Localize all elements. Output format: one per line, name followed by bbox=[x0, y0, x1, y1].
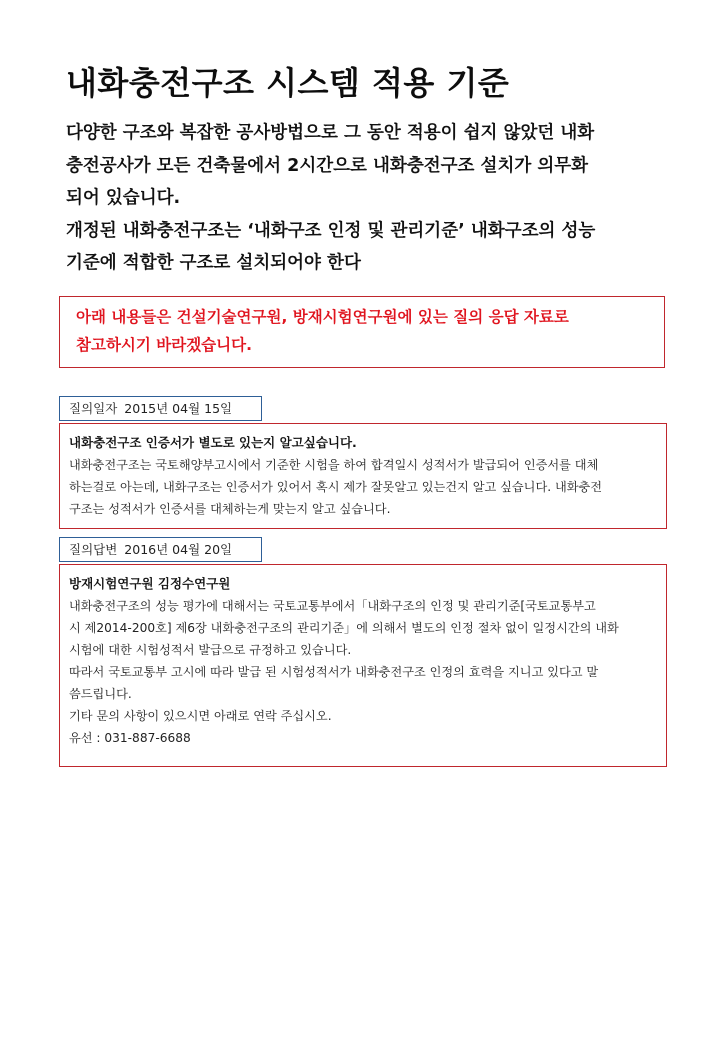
question-line: 구조는 성적서가 인증서를 대체하는게 맞는지 알고 싶습니다. bbox=[69, 502, 391, 516]
question-line: 하는걸로 아는데, 내화구조는 인증서가 있어서 혹시 제가 잘못알고 있는건지 알고 싶습니다. 내화충전 bbox=[69, 480, 603, 494]
question-date-value: 2015년 04월 15일 bbox=[124, 401, 233, 416]
answer-heading: 방재시험연구원 김정수연구원 bbox=[69, 576, 231, 591]
question-heading: 내화충전구조 인증서가 별도로 있는지 알고싶습니다. bbox=[69, 435, 357, 450]
intro-line: 개정된 내화충전구조는 ‘내화구조 인정 및 관리기준’ 내화구조의 성능 bbox=[66, 220, 596, 241]
answer-date-label: 질의답변 bbox=[69, 542, 118, 557]
question-date-tag bbox=[59, 396, 262, 421]
answer-date-tag bbox=[59, 537, 262, 562]
answer-line: 씀드립니다. bbox=[69, 687, 132, 701]
intro-line: 다양한 구조와 복잡한 공사방법으로 그 동안 적용이 쉽지 않았던 내화 bbox=[66, 123, 595, 143]
answer-date-value: 2016년 04월 20일 bbox=[124, 542, 233, 557]
intro-paragraph bbox=[66, 117, 676, 280]
question-line: 내화충전구조는 국토해양부고시에서 기준한 시험을 하여 합격일시 성적서가 발급되어 인증서를 대체 bbox=[69, 458, 599, 472]
notice-box bbox=[59, 296, 665, 368]
intro-line: 충전공사가 모든 건축물에서 2시간으로 내화충전구조 설치가 의무화 bbox=[66, 155, 589, 176]
answer-contact: 유선 : 031-887-6688 bbox=[69, 731, 191, 745]
answer-line: 시 제2014-200호] 제6장 내화충전구조의 관리기준」에 의해서 별도의 인정 절차 없이 일정시간의 내화 bbox=[69, 621, 619, 635]
notice-line: 아래 내용들은 건설기술연구원, 방재시험연구원에 있는 질의 응답 자료로 bbox=[76, 308, 569, 326]
question-date-label: 질의일자 bbox=[69, 401, 118, 416]
notice-line: 참고하시기 바라겠습니다. bbox=[76, 336, 252, 354]
intro-line: 기준에 적합한 구조로 설치되어야 한다 bbox=[66, 253, 361, 273]
question-box bbox=[59, 423, 667, 529]
page-title: 내화충전구조 시스템 적용 기준 bbox=[66, 64, 510, 102]
intro-line: 되어 있습니다. bbox=[66, 188, 181, 208]
answer-line: 기타 문의 사항이 있으시면 아래로 연락 주십시오. bbox=[69, 709, 332, 723]
answer-line: 시험에 대한 시험성적서 발급으로 규정하고 있습니다. bbox=[69, 643, 352, 657]
answer-box bbox=[59, 564, 667, 767]
answer-line: 따라서 국토교통부 고시에 따라 발급 된 시험성적서가 내화충전구조 인정의 효력을 지니고 있다고 말 bbox=[69, 665, 599, 679]
answer-line: 내화충전구조의 성능 평가에 대해서는 국토교통부에서「내화구조의 인정 및 관리기준[국토교통부고 bbox=[69, 599, 596, 613]
